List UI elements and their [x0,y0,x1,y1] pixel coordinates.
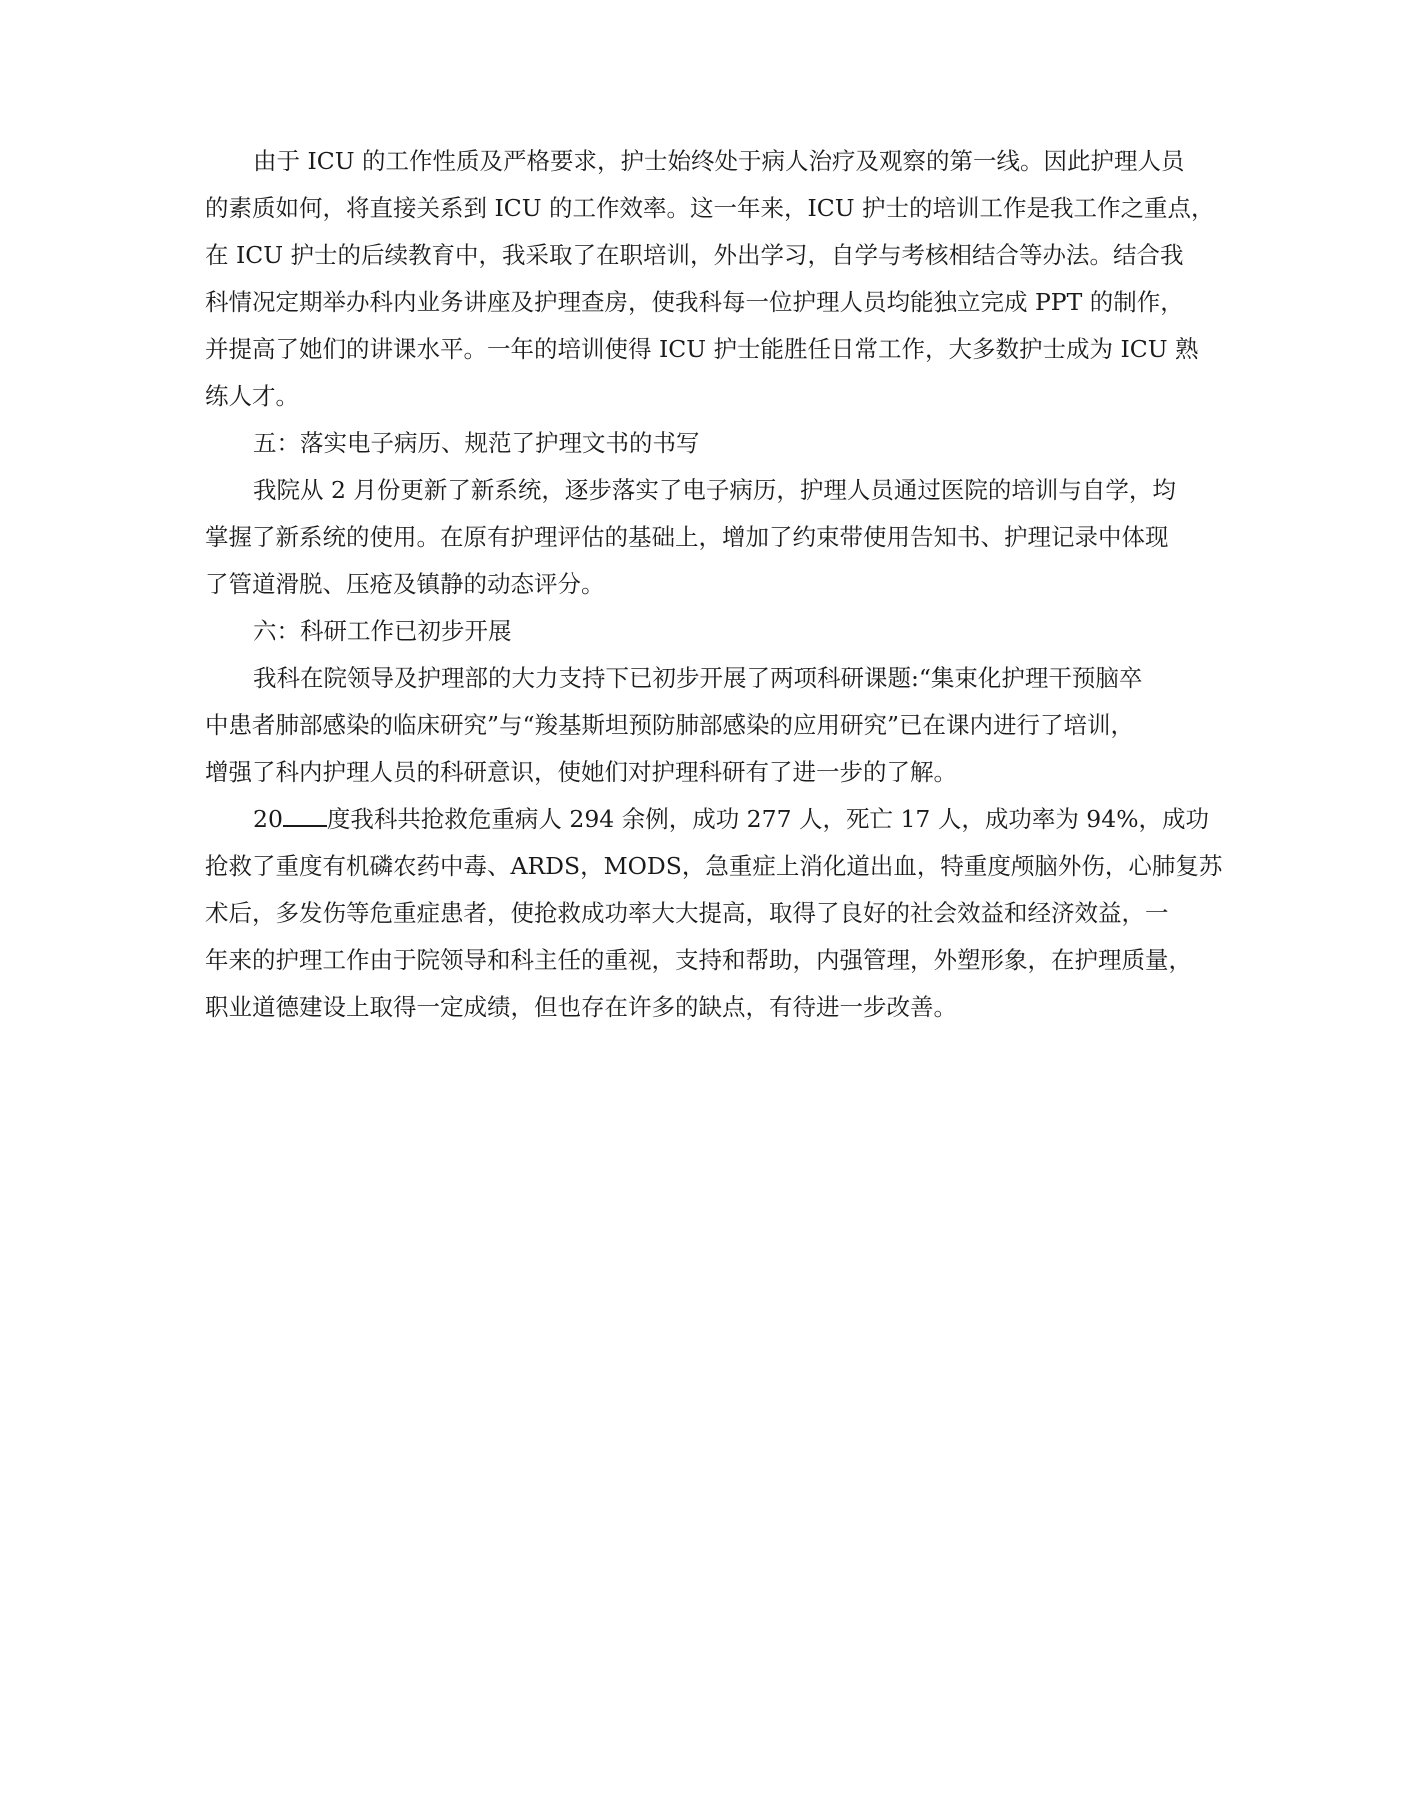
paragraph-2-line-3: 了管道滑脱、压疮及镇静的动态评分。 [205,570,605,598]
paragraph-4-line-1 [205,796,1240,843]
paragraph-4-line-1-text: 度我科共抢救危重病人 294 余例，成功 277 人，死亡 17 人，成功率为 94%，成功 [326,805,1210,833]
paragraph-1-line-5: 并提高了她们的讲课水平。一年的培训使得 ICU 护士能胜任日常工作，大多数护士成为 ICU 熟 [205,335,1199,363]
paragraph-3-line-1: 我科在院领导及护理部的大力支持下已初步开展了两项科研课题:“集束化护理干预脑卒 [253,664,1143,692]
section-heading-5: 五：落实电子病历、规范了护理文书的书写 [253,429,700,457]
paragraph-1-line-3: 在 ICU 护士的后续教育中，我采取了在职培训，外出学习，自学与考核相结合等办法。结合我 [205,241,1184,269]
paragraph-2-line-1: 我院从 2 月份更新了新系统，逐步落实了电子病历，护理人员通过医院的培训与自学，均 [253,476,1176,504]
year-blank [283,801,327,827]
year-prefix: 20 [253,805,283,833]
paragraph-3-line-3: 增强了科内护理人员的科研意识，使她们对护理科研有了进一步的了解。 [205,758,957,786]
section-heading-6: 六：科研工作已初步开展 [253,617,512,645]
paragraph-1-line-2: 的素质如何，将直接关系到 ICU 的工作效率。这一年来，ICU 护士的培训工作是我工作之重点， [205,194,1215,222]
paragraph-1-line-6: 练人才。 [205,382,299,410]
paragraph-4-line-4: 年来的护理工作由于院领导和科主任的重视，支持和帮助，内强管理，外塑形象，在护理质量， [205,946,1192,974]
document-body [205,138,1240,1031]
paragraph-2-line-2: 掌握了新系统的使用。在原有护理评估的基础上，增加了约束带使用告知书、护理记录中体现 [205,523,1169,551]
paragraph-1-line-4: 科情况定期举办科内业务讲座及护理查房，使我科每一位护理人员均能独立完成 PPT 的制作， [205,288,1184,316]
paragraph-4-line-2: 抢救了重度有机磷农药中毒、ARDS，MODS，急重症上消化道出血，特重度颅脑外伤，心肺复苏 [205,852,1223,880]
paragraph-1-line-1: 由于 ICU 的工作性质及严格要求，护士始终处于病人治疗及观察的第一线。因此护理人员 [253,147,1185,175]
paragraph-4-line-3: 术后，多发伤等危重症患者，使抢救成功率大大提高，取得了良好的社会效益和经济效益，一 [205,899,1169,927]
paragraph-4-line-5: 职业道德建设上取得一定成绩，但也存在许多的缺点，有待进一步改善。 [205,993,957,1021]
paragraph-3-line-2: 中患者肺部感染的临床研究”与“羧基斯坦预防肺部感染的应用研究”已在课内进行了培训， [205,711,1135,739]
